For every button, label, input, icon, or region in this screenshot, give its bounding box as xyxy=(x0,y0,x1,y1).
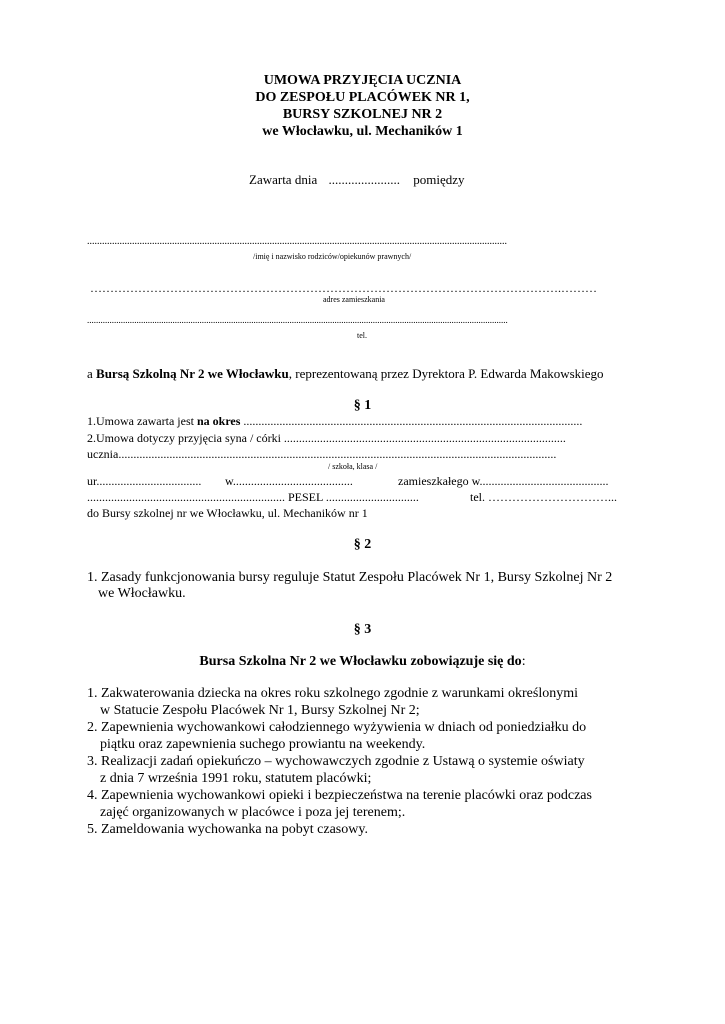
s3-item-4-line-2: zajęć organizowanych w placówce i poza jej terenem;. xyxy=(100,805,406,820)
s1-line-4b: w........................................ xyxy=(225,474,353,488)
concluded-label: Zawarta dnia xyxy=(249,172,318,187)
section-3-heading: § 3 xyxy=(353,622,372,637)
title-line-3: BURSY SZKOLNEJ NR 2 xyxy=(282,107,443,122)
s3-intro xyxy=(0,654,725,670)
s1-line-1-bold: na okres xyxy=(196,414,241,428)
s1-line-5b: tel. …………………………... xyxy=(470,490,617,504)
s1-line-2: 2.Umowa dotyczy przyjęcia syna / córki .............................................................................................. xyxy=(87,431,566,445)
s1-line-4c: zamieszkałego w........................................... xyxy=(398,474,609,488)
phone-line: ........................................................................................................................................................................................... xyxy=(87,315,508,325)
parents-name-line: ........................................................................................................................................................................ xyxy=(87,236,507,247)
bursa-suffix: , reprezentowaną przez Dyrektora P. Edwarda Makowskiego xyxy=(288,366,604,381)
section-1-heading: § 1 xyxy=(353,398,372,413)
s1-line-1 xyxy=(87,414,632,429)
s3-item-5-line-1: 5. Zameldowania wychowanka na pobyt czasowy. xyxy=(87,822,368,837)
s3-item-3-line-1: 3. Realizacji zadań opiekuńczo – wychowawczych zgodnie z Ustawą o systemie oświaty xyxy=(87,754,585,769)
s3-intro-colon: : xyxy=(521,654,526,669)
s1-line-1-prefix: 1.Umowa zawarta jest xyxy=(87,414,197,428)
s3-item-4-line-1: 4. Zapewnienia wychowankowi opieki i bezpieczeństwa na terenie placówki oraz podczas xyxy=(87,788,592,803)
s1-school-caption: / szkoła, klasa / xyxy=(328,462,378,471)
s2-paragraph-line-2: we Włocławku. xyxy=(98,586,186,601)
s1-line-6: do Bursy szkolnej nr we Włocławku, ul. Mechaników nr 1 xyxy=(87,506,368,520)
concluded-date-line xyxy=(249,172,464,188)
concluded-date-blank: ...................... xyxy=(328,172,400,187)
document-title xyxy=(0,72,725,140)
section-2-heading: § 2 xyxy=(353,537,372,552)
address-line: ……………………………………………………………………………………………………….……… xyxy=(90,281,597,295)
concluded-between: pomiędzy xyxy=(413,172,465,187)
phone-caption: tel. xyxy=(357,331,367,340)
address-caption: adres zamieszkania xyxy=(323,295,385,304)
s2-paragraph-line-1: 1. Zasady funkcjonowania bursy reguluje Statut Zespołu Placówek Nr 1, Bursy Szkolnej Nr 2 xyxy=(87,570,613,585)
s1-line-4a: ur................................... xyxy=(87,474,202,488)
s3-item-2-line-2: piątku oraz zapewnienia suchego prowiantu na weekendy. xyxy=(100,737,426,752)
s3-item-1-line-2: w Statucie Zespołu Placówek Nr 1, Bursy Szkolnej Nr 2; xyxy=(100,703,420,718)
s3-intro-bold: Bursa Szkolna Nr 2 we Włocławku zobowiązuje się do xyxy=(199,654,522,669)
s3-item-1-line-1: 1. Zakwaterowania dziecka na okres roku szkolnego zgodnie z warunkami określonymi xyxy=(87,686,578,701)
s3-item-3-line-2: z dnia 7 września 1991 roku, statutem placówki; xyxy=(100,771,372,786)
s1-line-1-dots: ................................................................................................................. xyxy=(240,414,583,428)
bursa-prefix: a xyxy=(87,366,97,381)
bursa-party-line xyxy=(87,366,604,382)
s1-line-3: ucznia.................................................................................................................................................. xyxy=(87,447,557,461)
s3-item-2-line-1: 2. Zapewnienia wychowankowi całodziennego wyżywienia w dniach od poniedziałku do xyxy=(87,720,587,735)
title-line-2: DO ZESPOŁU PLACÓWEK NR 1, xyxy=(255,90,470,105)
s1-line-5a: .................................................................. PESEL ............................... xyxy=(87,490,419,504)
bursa-name: Bursą Szkolną Nr 2 we Włocławku xyxy=(96,366,289,381)
parents-name-caption: /imię i nazwisko rodziców/opiekunów prawnych/ xyxy=(253,252,412,261)
title-line-4: we Włocławku, ul. Mechaników 1 xyxy=(262,124,463,139)
title-line-1: UMOWA PRZYJĘCIA UCZNIA xyxy=(263,73,462,88)
